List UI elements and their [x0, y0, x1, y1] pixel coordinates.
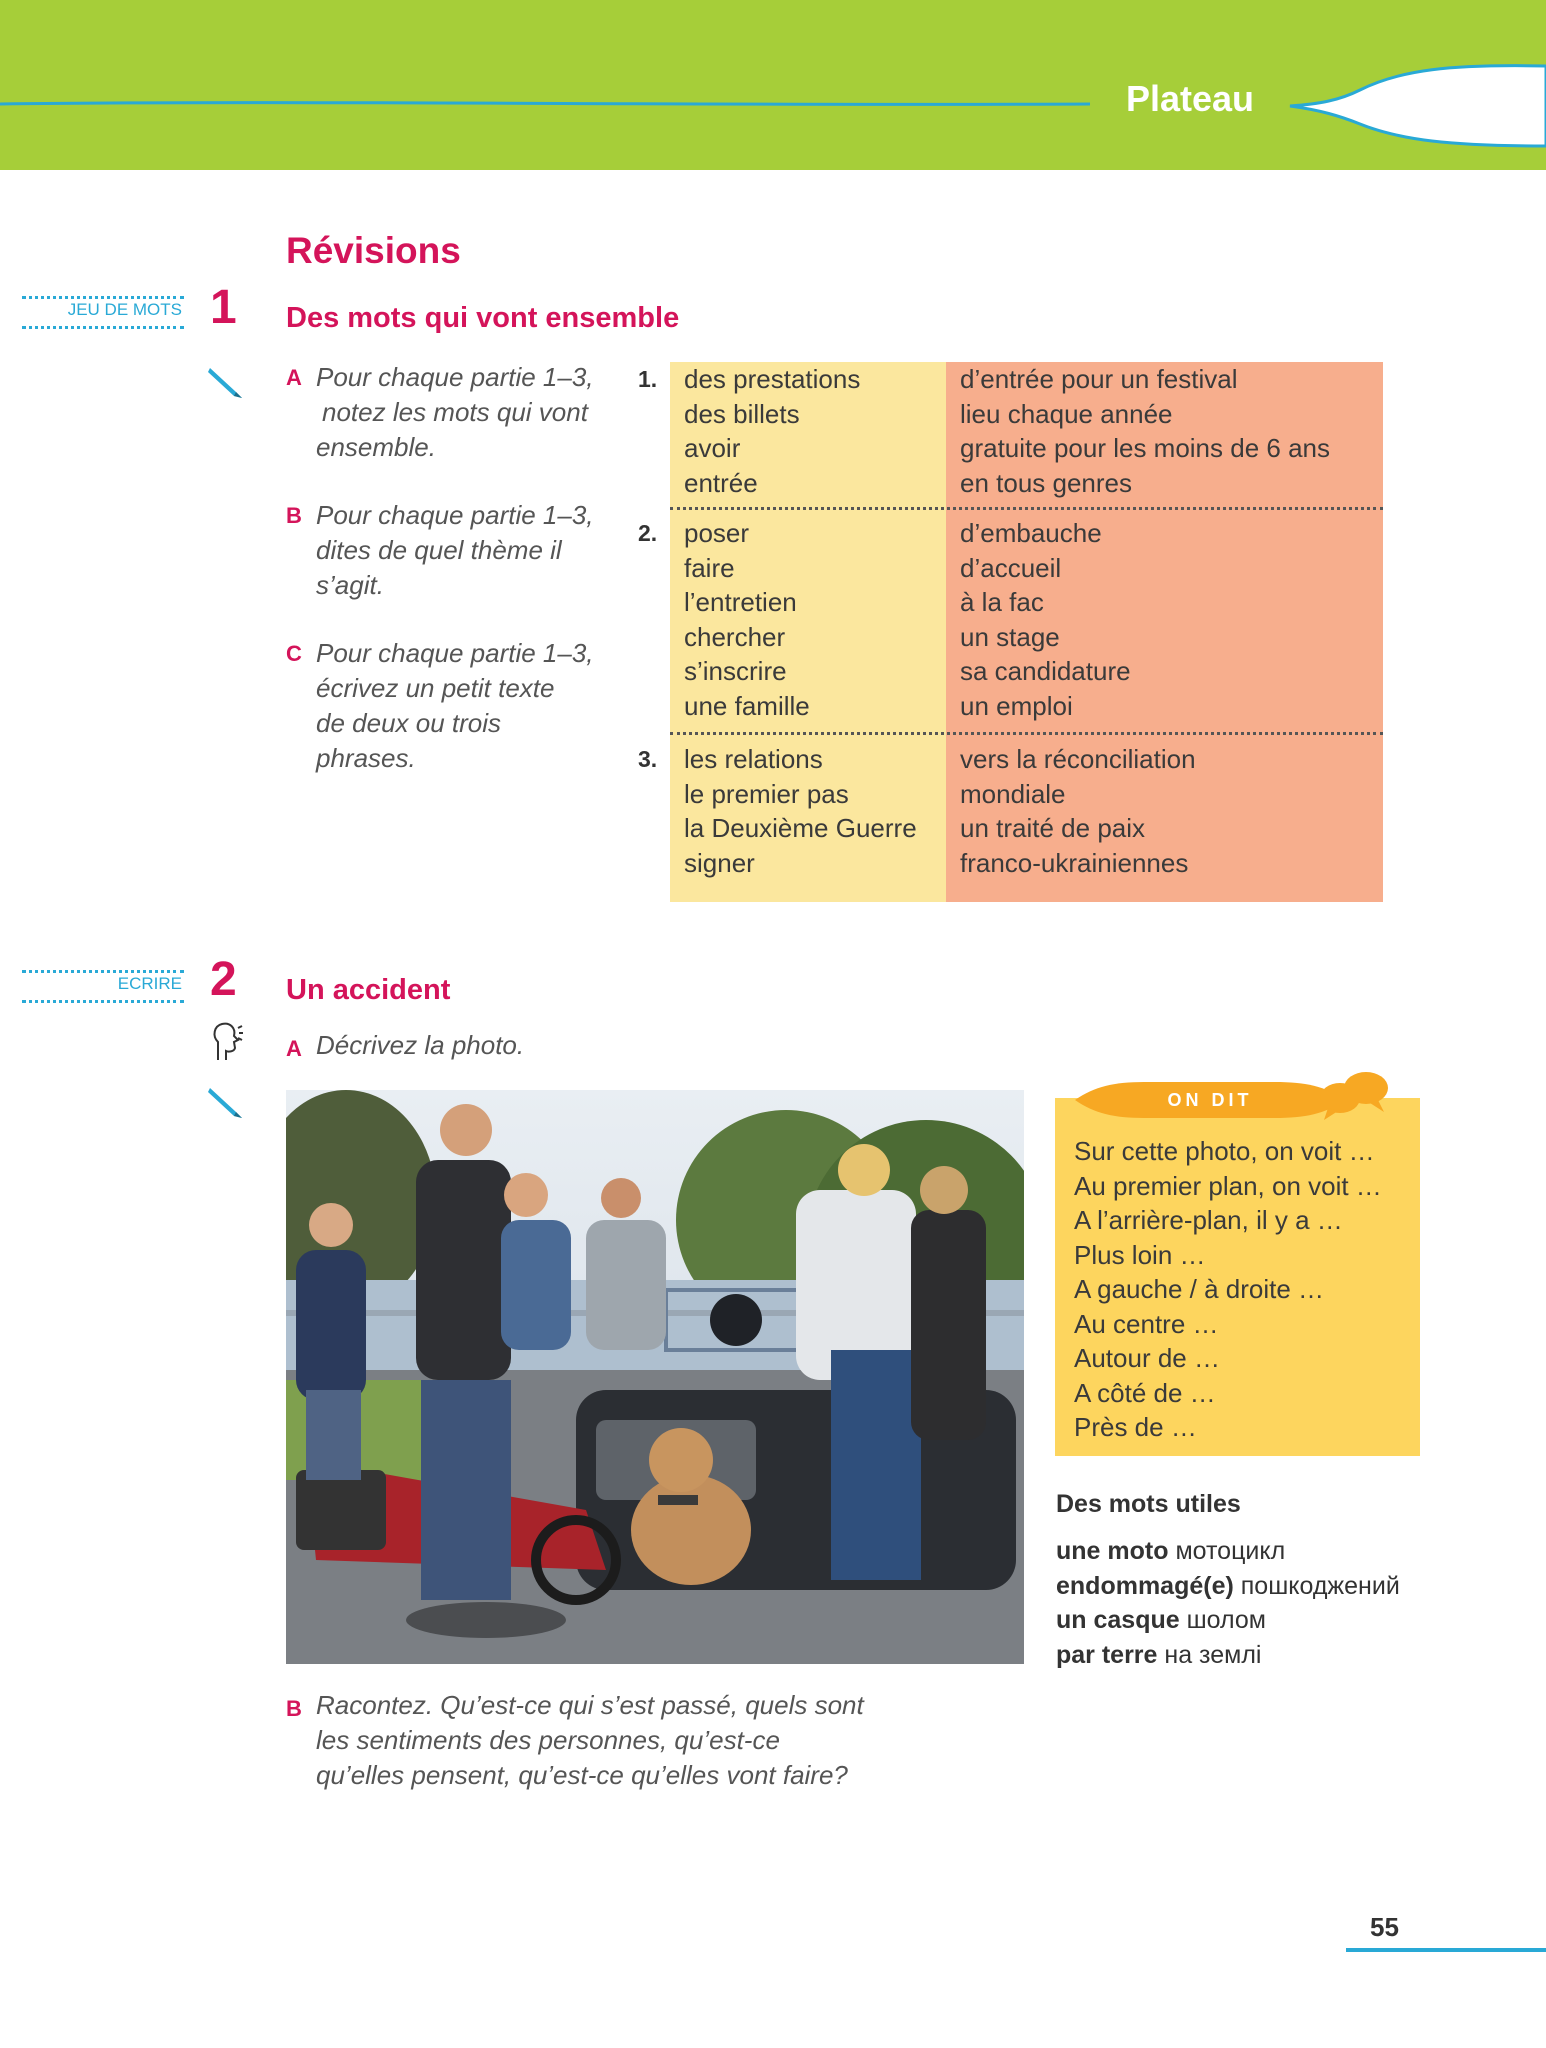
pencil-icon	[206, 1082, 246, 1127]
vocab-french: endommagé(e)	[1056, 1571, 1234, 1600]
instruction-text	[316, 360, 636, 465]
vocab-ukrainian: мотоцикл	[1175, 1537, 1286, 1565]
instruction-line: écrivez un petit texte	[316, 673, 555, 703]
instruction-line: dites de quel thème il	[316, 535, 562, 565]
table-cell: avoir	[684, 433, 741, 463]
table-cell: entrée	[684, 467, 758, 498]
header-decoration	[0, 0, 1546, 170]
instruction-line: Pour chaque partie 1–3,	[316, 362, 594, 392]
table-cell: un emploi	[960, 690, 1073, 721]
instruction-line: Pour chaque partie 1–3,	[316, 500, 594, 530]
on-dit-item: Plus loin …	[1074, 1239, 1206, 1270]
vocab-item	[1056, 1569, 1400, 1604]
instruction-line: les sentiments des personnes, qu’est-ce	[316, 1725, 780, 1755]
speaking-head-icon	[208, 1018, 244, 1071]
page-number-rule	[1346, 1948, 1546, 1952]
instruction-line: de deux ou trois	[316, 708, 502, 738]
table-cell: s’inscrire	[684, 656, 787, 686]
table-cell: vers la réconciliation	[960, 744, 1196, 774]
vocab-list	[1056, 1534, 1400, 1672]
vocab-ukrainian: на землі	[1164, 1640, 1262, 1669]
instruction-line: s’agit.	[316, 570, 384, 600]
exercise-title: Des mots qui vont ensemble	[286, 302, 680, 334]
group-separator	[670, 732, 1383, 735]
instruction-letter: B	[286, 1696, 302, 1721]
on-dit-label: ON DIT	[1167, 1090, 1253, 1110]
instruction-a-text: Décrivez la photo.	[316, 1030, 525, 1060]
instruction-text	[316, 636, 636, 776]
section-title: Plateau	[1125, 78, 1255, 119]
instruction-b-text	[316, 1688, 916, 1793]
header-band	[0, 0, 1546, 170]
on-dit-item: Près de …	[1074, 1412, 1197, 1442]
table-cell: des prestations	[684, 364, 861, 394]
table-cell: gratuite pour les moins de 6 ans	[960, 433, 1330, 463]
table-cell: l’entretien	[684, 587, 797, 617]
side-divider	[22, 970, 184, 973]
side-label-ecrire: ECRIRE	[117, 974, 182, 993]
table-cell: signer	[684, 847, 755, 878]
vocab-item	[1056, 1603, 1400, 1638]
instruction-letter: A	[286, 1036, 302, 1061]
table-cell: franco-ukrainiennes	[960, 847, 1189, 878]
on-dit-item: Autour de …	[1074, 1343, 1220, 1373]
table-cell: chercher	[684, 621, 786, 652]
instruction-text	[316, 498, 636, 603]
on-dit-item: A côté de …	[1074, 1377, 1216, 1408]
side-divider	[22, 326, 184, 329]
vocab-french: un casque	[1056, 1606, 1180, 1634]
side-divider	[22, 1000, 184, 1003]
side-divider	[22, 296, 184, 299]
on-dit-item: A gauche / à droite …	[1074, 1274, 1325, 1304]
instruction-line: phrases.	[316, 743, 416, 773]
vocab-ukrainian: шолом	[1186, 1606, 1266, 1634]
on-dit-item: Sur cette photo, on voit …	[1074, 1136, 1375, 1166]
table-cell: d’accueil	[960, 552, 1062, 583]
table-cell: les relations	[684, 744, 823, 774]
table-cell: mondiale	[960, 778, 1066, 809]
instruction-letter: B	[286, 503, 302, 528]
vocab-french: par terre	[1056, 1640, 1158, 1669]
instruction-line: Pour chaque partie 1–3,	[316, 638, 594, 668]
instruction-line: qu’elles pensent, qu’est-ce qu’elles vont faire?	[316, 1760, 848, 1790]
on-dit-item: Au centre …	[1074, 1308, 1219, 1339]
table-cell: lieu chaque année	[960, 398, 1173, 429]
table-cell: sa candidature	[960, 656, 1131, 686]
vocab-item	[1056, 1534, 1400, 1569]
group-number: 3.	[638, 746, 658, 772]
side-label-jeu-de-mots: JEU DE MOTS	[67, 300, 182, 319]
instruction-line: notez les mots qui vont	[322, 397, 588, 427]
table-cell: une famille	[684, 690, 810, 721]
vocab-title: Des mots utiles	[1056, 1490, 1241, 1518]
on-dit-list	[1074, 1134, 1414, 1445]
table-cell: faire	[684, 552, 735, 583]
table-cell: en tous genres	[960, 467, 1133, 498]
table-cell: un traité de paix	[960, 813, 1146, 843]
page-title: Révisions	[286, 230, 461, 271]
page-number: 55	[1370, 1912, 1399, 1942]
instruction-letter: C	[286, 641, 302, 666]
vocab-item	[1056, 1638, 1400, 1673]
table-cell: un stage	[960, 621, 1060, 652]
group-number: 1.	[638, 366, 658, 392]
instruction-line: Racontez. Qu’est-ce qui s’est passé, quels sont	[316, 1690, 864, 1720]
exercise-title: Un accident	[286, 974, 451, 1006]
exercise-number: 1	[210, 281, 237, 334]
instruction-line: ensemble.	[316, 432, 436, 462]
on-dit-item: Au premier plan, on voit …	[1074, 1170, 1382, 1201]
table-cell: d’embauche	[960, 518, 1102, 548]
table-cell: des billets	[684, 398, 800, 429]
on-dit-item: A l’arrière-plan, il y a …	[1074, 1205, 1343, 1235]
table-cell: d’entrée pour un festival	[960, 364, 1238, 394]
table-cell: la Deuxième Guerre	[684, 813, 917, 843]
exercise-number: 2	[210, 953, 237, 1006]
group-separator	[670, 507, 1383, 510]
table-cell: poser	[684, 518, 750, 548]
word-matching-table	[638, 362, 1383, 902]
table-cell: à la fac	[960, 587, 1044, 617]
accident-photo	[286, 1090, 1024, 1664]
vocab-french: une moto	[1056, 1537, 1169, 1565]
table-cell: le premier pas	[684, 778, 849, 809]
pencil-icon	[206, 362, 246, 407]
group-number: 2.	[638, 520, 658, 546]
instruction-letter: A	[286, 365, 302, 390]
vocab-ukrainian: пошкоджений	[1240, 1571, 1400, 1600]
speech-bubbles-icon	[1318, 1068, 1390, 1129]
